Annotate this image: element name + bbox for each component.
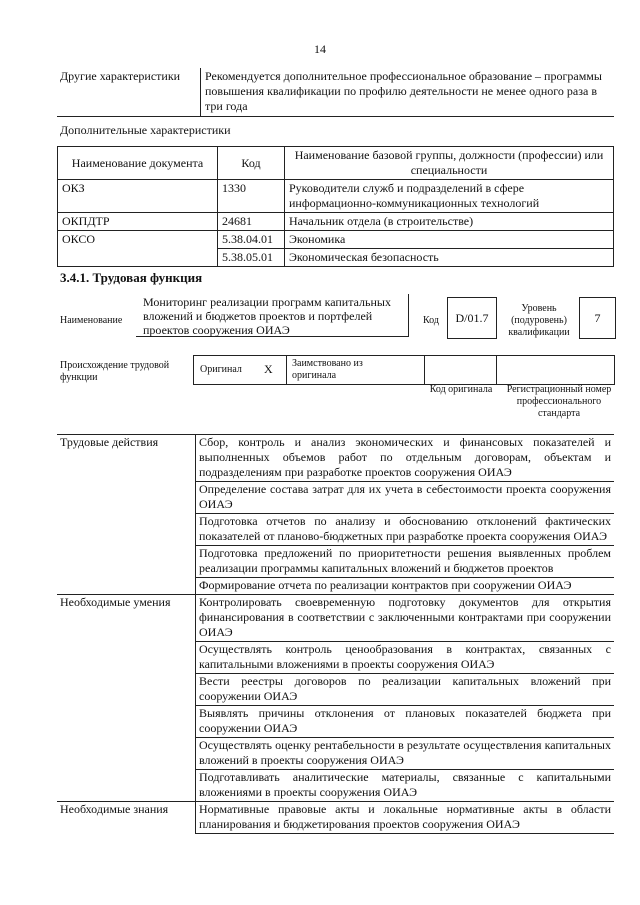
header-group-name: Наименование базовой группы, должности (профессии) или специальности <box>285 147 614 180</box>
cell-name: Начальник отдела (в строительстве) <box>285 213 614 231</box>
group-item: Вести реестры договоров по реализации капитальных вложений при сооружении ОИАЭ <box>196 674 615 706</box>
function-name-label: Наименование <box>60 315 123 326</box>
origin-divider <box>286 355 287 385</box>
header-document-name: Наименование документа <box>58 147 218 180</box>
borrowed-label: Заимствовано из оригинала <box>292 358 363 381</box>
origin-divider <box>496 355 497 385</box>
cell-name: Экономика <box>285 231 614 249</box>
page-number: 14 <box>314 42 326 56</box>
other-characteristics-text: Рекомендуется дополнительное профессиональное образование – программы повышения квалификации по профилю деятельности не менее одного раза в три года <box>201 68 615 117</box>
labor-function-body <box>57 435 614 834</box>
header-code: Код <box>218 147 285 180</box>
cell-document: ОКСО <box>58 231 218 267</box>
cell-code: 5.38.05.01 <box>218 249 285 267</box>
table-row <box>58 180 614 213</box>
table-row <box>57 435 614 482</box>
group-item: Выявлять причины отклонения от плановых показателей бюджета при сооружении ОИАЭ <box>196 706 615 738</box>
cell-code: 5.38.04.01 <box>218 231 285 249</box>
group-item: Контролировать своевременную подготовку документов для открытия финансирования в соответствии с заключенными контрактами при сооружении ОИАЭ <box>196 595 615 642</box>
group-item: Подготовка предложений по приоритетности решения выявленных проблем реализации программы капитальных вложений и бюджетов проектов <box>196 546 615 578</box>
table-row <box>57 595 614 642</box>
level-label: Уровень (подуровень) квалификации <box>508 303 570 338</box>
code-original-caption: Код оригинала <box>429 384 493 395</box>
group-item: Сбор, контроль и анализ экономических и финансовых показателей и выполненных объемов работ по отдельным договорам, объектам и подразделениям при разработке проектов сооружения ОИАЭ <box>196 435 615 482</box>
group-label: Необходимые умения <box>57 595 196 802</box>
other-characteristics-label: Другие характеристики <box>57 68 201 117</box>
function-code-label: Код <box>423 315 439 326</box>
table-row <box>58 213 614 231</box>
group-label: Трудовые действия <box>57 435 196 595</box>
group-item: Осуществлять оценку рентабельности в результате осуществления капитальных вложений в проекты сооружения ОИАЭ <box>196 738 615 770</box>
cell-code: 1330 <box>218 180 285 213</box>
other-characteristics-table <box>57 68 614 117</box>
cell-document: ОКПДТР <box>58 213 218 231</box>
additional-characteristics-title: Дополнительные характеристики <box>60 123 231 137</box>
origin-label: Происхождение трудовой функции <box>60 360 170 383</box>
cell-name: Руководители служб и подразделений в сфере информационно-коммуникационных технологий <box>285 180 614 213</box>
reg-number-caption: Регистрационный номер профессионального стандарта <box>506 384 612 419</box>
group-item: Осуществлять контроль ценообразования в контрактах, связанных с капитальными вложениями в проекты сооружения ОИАЭ <box>196 642 615 674</box>
group-item: Определение состава затрат для их учета в себестоимости проекта сооружения ОИАЭ <box>196 482 615 514</box>
labor-function-table <box>57 434 614 834</box>
cell-document: ОКЗ <box>58 180 218 213</box>
additional-characteristics-table <box>57 146 614 267</box>
additional-header-row <box>58 147 614 180</box>
group-item: Нормативные правовые акты и локальные нормативные акты в области планирования и бюджетирования проектов сооружения ОИАЭ <box>196 802 615 834</box>
cell-name: Экономическая безопасность <box>285 249 614 267</box>
origin-divider <box>424 355 425 385</box>
group-label: Необходимые знания <box>57 802 196 834</box>
origin-box <box>193 355 615 385</box>
function-name-value: Мониторинг реализации программ капитальных вложений и бюджетов проектов и портфелей проектов сооружения ОИАЭ <box>143 295 391 337</box>
group-item: Подготавливать аналитические материалы, связанные с капитальными вложениями в проекты сооружения ОИАЭ <box>196 770 615 802</box>
group-item: Формирование отчета по реализации контрактов при сооружении ОИАЭ <box>196 578 615 595</box>
original-label: Оригинал <box>200 364 242 375</box>
function-heading: 3.4.1. Трудовая функция <box>60 270 203 285</box>
other-characteristics-row <box>57 68 614 117</box>
level-value: 7 <box>594 311 601 325</box>
table-row <box>58 231 614 249</box>
group-item: Подготовка отчетов по анализу и обоснованию отклонений фактических показателей от планово-бюджетных при разработке проекта сооружения ОИАЭ <box>196 514 615 546</box>
table-row <box>57 802 614 834</box>
cell-code: 24681 <box>218 213 285 231</box>
function-code-value: D/01.7 <box>455 311 489 325</box>
original-mark: X <box>264 362 273 376</box>
